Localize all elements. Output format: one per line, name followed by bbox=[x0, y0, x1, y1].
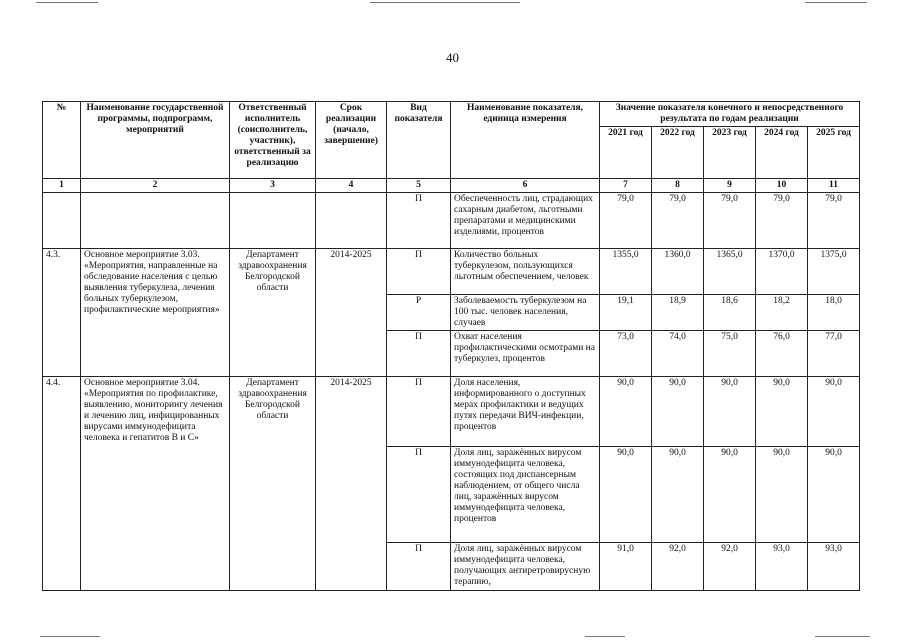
value-2023: 79,0 bbox=[704, 193, 756, 249]
empty-cell bbox=[81, 193, 230, 249]
value-2023: 90,0 bbox=[704, 447, 756, 543]
header-values-group: Значение показателя конечного и непосредственного результата по годам реализации bbox=[600, 102, 860, 127]
event-name: Основное мероприятие 3.03. «Мероприятия, направленные на обследование населения с целью выявления туберкулеза, лечения больных туберкулезом, профилактические мероприятия» bbox=[81, 249, 230, 377]
value-2022: 79,0 bbox=[652, 193, 704, 249]
indicator-type: П bbox=[387, 193, 451, 249]
header-year: 2023 год bbox=[704, 127, 756, 179]
value-2021: 91,0 bbox=[600, 543, 652, 591]
column-number: 2 bbox=[81, 179, 230, 193]
responsible-executor: Департамент здравоохранения Белгородской области bbox=[230, 249, 316, 377]
value-2025: 79,0 bbox=[808, 193, 860, 249]
header-responsible: Ответственный исполнитель (соисполнитель, участник), ответственный за реализацию bbox=[230, 102, 316, 179]
value-2021: 79,0 bbox=[600, 193, 652, 249]
column-number: 6 bbox=[451, 179, 600, 193]
indicator-table bbox=[42, 101, 860, 591]
row-number: 4.3. bbox=[43, 249, 81, 377]
scan-artifact-top-left bbox=[36, 2, 98, 3]
header-year: 2024 год bbox=[756, 127, 808, 179]
value-2025: 90,0 bbox=[808, 447, 860, 543]
value-2021: 90,0 bbox=[600, 377, 652, 447]
scan-artifact-bottom-mid bbox=[585, 636, 625, 637]
indicator-type: П bbox=[387, 543, 451, 591]
header-year: 2025 год bbox=[808, 127, 860, 179]
scan-artifact-top-mid bbox=[370, 2, 520, 3]
indicator-type: Р bbox=[387, 295, 451, 331]
header-row bbox=[43, 102, 860, 127]
value-2024: 90,0 bbox=[756, 377, 808, 447]
value-2024: 90,0 bbox=[756, 447, 808, 543]
header-year: 2022 год bbox=[652, 127, 704, 179]
row-number: 4.4. bbox=[43, 377, 81, 591]
empty-cell bbox=[230, 193, 316, 249]
value-2022: 92,0 bbox=[652, 543, 704, 591]
table-row bbox=[43, 249, 860, 295]
value-2022: 1360,0 bbox=[652, 249, 704, 295]
value-2021: 73,0 bbox=[600, 331, 652, 377]
value-2022: 74,0 bbox=[652, 331, 704, 377]
value-2024: 18,2 bbox=[756, 295, 808, 331]
value-2025: 1375,0 bbox=[808, 249, 860, 295]
indicator-type: П bbox=[387, 331, 451, 377]
scan-artifact-bottom-right bbox=[815, 636, 870, 637]
header-indicator-name: Наименование показателя, единица измерения bbox=[451, 102, 600, 179]
value-2024: 1370,0 bbox=[756, 249, 808, 295]
table-row bbox=[43, 193, 860, 249]
value-2021: 90,0 bbox=[600, 447, 652, 543]
value-2022: 90,0 bbox=[652, 447, 704, 543]
column-number: 3 bbox=[230, 179, 316, 193]
indicator-name: Доля населения, информированного о доступных мерах профилактики и ведущих путях передачи ВИЧ-инфекции, процентов bbox=[451, 377, 600, 447]
value-2025: 18,0 bbox=[808, 295, 860, 331]
column-number: 1 bbox=[43, 179, 81, 193]
column-number: 10 bbox=[756, 179, 808, 193]
value-2025: 77,0 bbox=[808, 331, 860, 377]
responsible-executor: Департамент здравоохранения Белгородской области bbox=[230, 377, 316, 591]
value-2023: 90,0 bbox=[704, 377, 756, 447]
column-number: 4 bbox=[316, 179, 387, 193]
implementation-term: 2014-2025 bbox=[316, 249, 387, 377]
table-row bbox=[43, 377, 860, 447]
scan-artifact-bottom-left bbox=[40, 636, 100, 637]
value-2024: 93,0 bbox=[756, 543, 808, 591]
indicator-name: Обеспеченность лиц, страдающих сахарным диабетом, льготными препаратами и медицинскими изделиями, процентов bbox=[451, 193, 600, 249]
scan-artifact-top-right bbox=[805, 2, 867, 3]
value-2022: 18,9 bbox=[652, 295, 704, 331]
event-name: Основное мероприятие 3.04. «Мероприятия по профилактике, выявлению, мониторингу лечения и лечению лиц, инфицированных вирусами иммунодефицита человека и гепатитов В и С» bbox=[81, 377, 230, 591]
value-2023: 92,0 bbox=[704, 543, 756, 591]
column-number: 9 bbox=[704, 179, 756, 193]
indicator-name: Охват населения профилактическими осмотрами на туберкулез, процентов bbox=[451, 331, 600, 377]
indicator-type: П bbox=[387, 377, 451, 447]
indicator-type: П bbox=[387, 447, 451, 543]
value-2025: 93,0 bbox=[808, 543, 860, 591]
value-2025: 90,0 bbox=[808, 377, 860, 447]
column-number: 5 bbox=[387, 179, 451, 193]
indicator-name: Доля лиц, заражённых вирусом иммунодефицита человека, состоящих под диспансерным наблюдением, от общего числа лиц, заражённых вирусом иммунодефицита человека, процентов bbox=[451, 447, 600, 543]
header-year: 2021 год bbox=[600, 127, 652, 179]
column-number: 8 bbox=[652, 179, 704, 193]
header-no: № bbox=[43, 102, 81, 179]
value-2021: 19,1 bbox=[600, 295, 652, 331]
value-2022: 90,0 bbox=[652, 377, 704, 447]
value-2024: 79,0 bbox=[756, 193, 808, 249]
header-indicator-type: Вид показателя bbox=[387, 102, 451, 179]
empty-cell bbox=[43, 193, 81, 249]
value-2023: 1365,0 bbox=[704, 249, 756, 295]
empty-cell bbox=[316, 193, 387, 249]
header-program-name: Наименование государственной программы, подпрограмм, мероприятий bbox=[81, 102, 230, 179]
indicator-name: Заболеваемость туберкулезом на 100 тыс. человек населения, случаев bbox=[451, 295, 600, 331]
value-2023: 75,0 bbox=[704, 331, 756, 377]
column-number: 11 bbox=[808, 179, 860, 193]
value-2023: 18,6 bbox=[704, 295, 756, 331]
header-term: Срок реализации (начало, завершение) bbox=[316, 102, 387, 179]
column-number-row bbox=[43, 179, 860, 193]
column-number: 7 bbox=[600, 179, 652, 193]
implementation-term: 2014-2025 bbox=[316, 377, 387, 591]
indicator-type: П bbox=[387, 249, 451, 295]
value-2024: 76,0 bbox=[756, 331, 808, 377]
page-number: 40 bbox=[446, 50, 459, 65]
value-2021: 1355,0 bbox=[600, 249, 652, 295]
indicator-name: Доля лиц, заражённых вирусом иммунодефицита человека, получающих антиретровирусную терапию, bbox=[451, 543, 600, 591]
indicator-name: Количество больных туберкулезом, пользующихся льготным обеспечением, человек bbox=[451, 249, 600, 295]
